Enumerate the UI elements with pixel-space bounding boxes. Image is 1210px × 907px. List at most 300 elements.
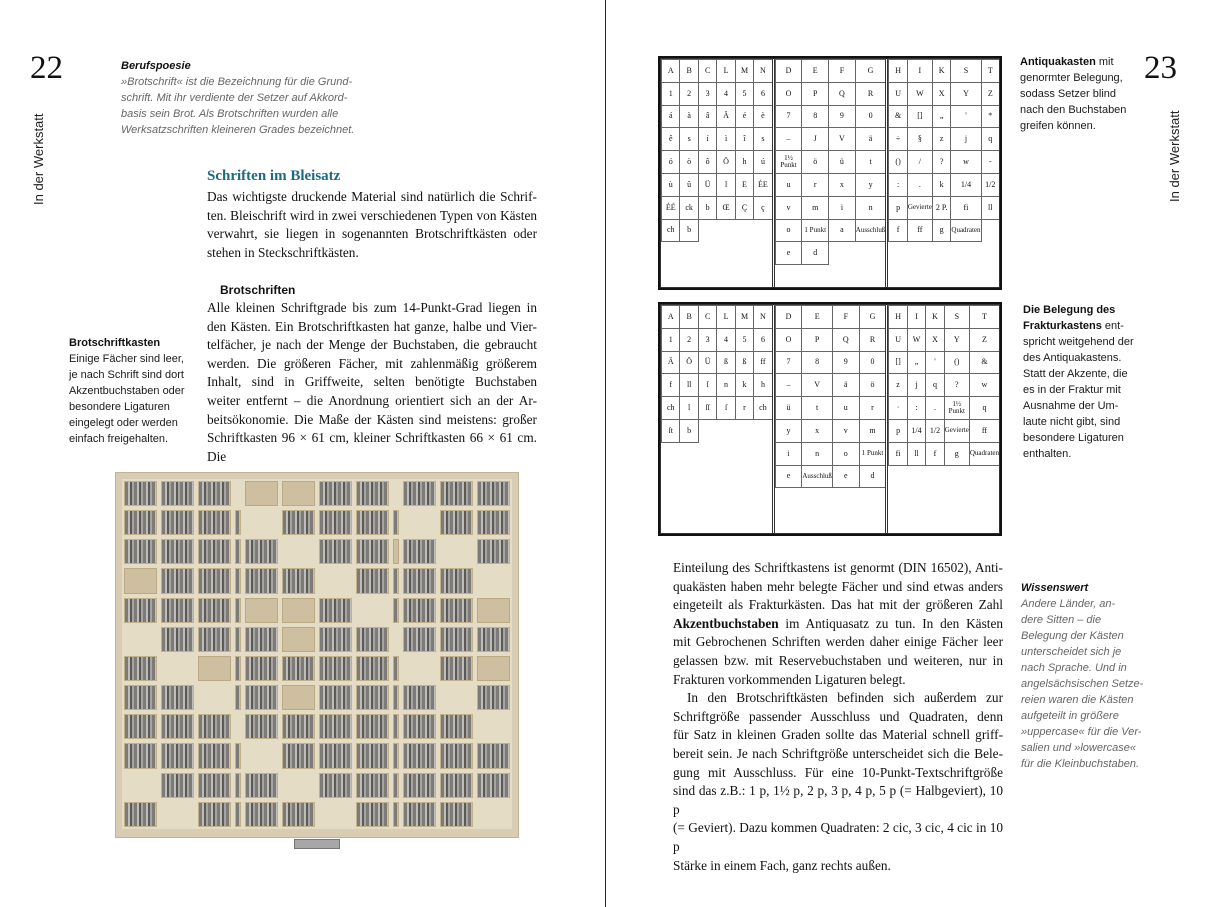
case-compartment: 9 bbox=[828, 105, 856, 129]
type-case-drawer bbox=[122, 479, 512, 829]
drawer-compartment bbox=[440, 481, 473, 506]
case-compartment: q bbox=[981, 127, 1000, 151]
case-compartment: - bbox=[981, 150, 1000, 174]
case-compartment: * bbox=[981, 105, 1000, 129]
case-compartment: ll bbox=[679, 373, 698, 397]
case-compartment: q bbox=[925, 373, 944, 397]
case-compartment: ÉE bbox=[753, 173, 772, 197]
running-head-right: In der Werkstatt bbox=[1167, 110, 1182, 202]
drawer-compartment bbox=[403, 714, 436, 739]
case-compartment: k bbox=[932, 173, 951, 197]
body-paragraph-right bbox=[673, 559, 1003, 875]
sidebar-title: Berufspoesie bbox=[121, 60, 191, 72]
drawer-compartment bbox=[356, 598, 389, 623]
sidebar-title: Wissenswert bbox=[1021, 582, 1089, 594]
case-compartment: F bbox=[832, 305, 860, 329]
drawer-compartment bbox=[319, 539, 352, 564]
case-compartment: Ü bbox=[698, 351, 717, 375]
case-compartment: w bbox=[969, 373, 1000, 397]
case-compartment: f bbox=[925, 442, 944, 466]
case-compartment: T bbox=[969, 305, 1000, 329]
case-compartment: ff bbox=[969, 419, 1000, 443]
drawer-compartment bbox=[393, 656, 399, 681]
text-line: den Kästen. Ein Brotschriftkasten hat ganze, halbe und Vier- bbox=[207, 318, 537, 334]
caption-line: besondere Ligaturen bbox=[1023, 432, 1124, 444]
fraktur-case-block-middle bbox=[775, 305, 886, 533]
case-compartment: g bbox=[944, 442, 970, 466]
case-compartment: fi bbox=[888, 442, 907, 466]
case-compartment: 1½ Punkt bbox=[775, 150, 803, 174]
drawer-compartment bbox=[356, 743, 389, 768]
sidebar-line: Belegung der Kästen bbox=[1021, 630, 1124, 642]
drawer-compartment bbox=[319, 773, 352, 798]
case-compartment: l bbox=[679, 396, 698, 420]
case-compartment: ù bbox=[661, 173, 680, 197]
case-compartment: ſ bbox=[698, 373, 717, 397]
drawer-compartment bbox=[161, 627, 194, 652]
case-compartment: l bbox=[716, 173, 735, 197]
text-line: Einteilung des Schriftkastens ist genormt (DIN 16502), Anti- bbox=[673, 560, 1003, 575]
drawer-compartment bbox=[319, 656, 352, 681]
drawer-compartment bbox=[245, 481, 278, 506]
case-compartment: e bbox=[775, 465, 803, 489]
sidebar-line: basis sein Brot. Als Brotschriften wurden alle bbox=[121, 108, 339, 120]
caption-line: laute nicht gibt, sind bbox=[1023, 416, 1121, 428]
case-compartment: 8 bbox=[801, 351, 833, 375]
case-compartment: M bbox=[735, 59, 754, 83]
drawer-compartment bbox=[161, 656, 194, 681]
text-line: (= Geviert). Dazu kommen Quadraten: 2 cic, 3 cic, 4 cic in 10 p bbox=[673, 820, 1003, 854]
sidebar-wissenswert bbox=[1021, 580, 1161, 772]
sidebar-line: angelsächsischen Setze- bbox=[1021, 678, 1144, 690]
drawer-compartment bbox=[235, 685, 241, 710]
case-compartment: r bbox=[801, 173, 829, 197]
case-compartment: Quadraten bbox=[969, 442, 1000, 466]
case-compartment: è bbox=[753, 105, 772, 129]
text-line: telfächer, je nach der Menge der Buchstaben, die gebraucht bbox=[207, 337, 537, 353]
drawer-compartment bbox=[235, 656, 241, 681]
drawer-compartment bbox=[198, 568, 231, 593]
antiqua-case-block-middle bbox=[775, 59, 886, 287]
case-compartment: ſſ bbox=[698, 396, 717, 420]
drawer-compartment bbox=[198, 773, 231, 798]
case-compartment: M bbox=[735, 305, 754, 329]
case-compartment: Q bbox=[832, 328, 860, 352]
case-compartment: n bbox=[716, 373, 735, 397]
case-compartment: 0 bbox=[859, 351, 887, 375]
case-compartment: & bbox=[969, 351, 1000, 375]
case-compartment: S bbox=[950, 59, 981, 83]
case-compartment: [] bbox=[907, 105, 933, 129]
drawer-compartment bbox=[198, 627, 231, 652]
drawer-compartment bbox=[356, 481, 389, 506]
case-compartment: ? bbox=[932, 150, 951, 174]
drawer-compartment bbox=[282, 568, 315, 593]
text-line: gung mit Ausschluss. Für eine 10-Punkt-Textschriftgröße bbox=[673, 764, 1003, 780]
drawer-compartment bbox=[124, 481, 157, 506]
drawer-compartment bbox=[356, 510, 389, 535]
drawer-compartment bbox=[124, 802, 157, 827]
sidebar-line: schrift. Mit ihr verdiente der Setzer auf Akkord- bbox=[121, 92, 348, 104]
sidebar-line: unterscheidet sich je bbox=[1021, 646, 1122, 658]
case-compartment: 7 bbox=[775, 351, 803, 375]
right-page bbox=[606, 0, 1210, 907]
caption-line: genormter Belegung, bbox=[1020, 72, 1123, 84]
case-compartment: C bbox=[698, 305, 717, 329]
case-compartment: () bbox=[888, 150, 907, 174]
case-compartment: – bbox=[775, 373, 803, 397]
case-compartment: J bbox=[801, 127, 829, 151]
case-compartment: n bbox=[855, 196, 887, 220]
caption-line: je nach Schrift sind dort bbox=[69, 369, 184, 381]
case-compartment: Ä bbox=[716, 105, 735, 129]
case-compartment: ſt bbox=[661, 419, 680, 443]
caption-line: greifen können. bbox=[1020, 120, 1096, 132]
case-compartment: m bbox=[801, 196, 829, 220]
caption-antiqua bbox=[1020, 54, 1140, 134]
case-compartment: ü bbox=[828, 150, 856, 174]
case-compartment: b bbox=[698, 196, 717, 220]
drawer-compartment bbox=[440, 714, 473, 739]
drawer-compartment bbox=[161, 743, 194, 768]
case-compartment: d bbox=[801, 241, 829, 265]
drawer-compartment bbox=[198, 743, 231, 768]
case-compartment: Ç bbox=[735, 196, 754, 220]
drawer-compartment bbox=[124, 685, 157, 710]
case-compartment: ê bbox=[661, 127, 680, 151]
case-compartment: x bbox=[801, 419, 833, 443]
case-compartment: Ö bbox=[716, 150, 735, 174]
drawer-compartment bbox=[356, 685, 389, 710]
sidebar-line: Werksatzschriften kleineren Grades bezeichnet. bbox=[121, 124, 355, 136]
drawer-compartment bbox=[161, 685, 194, 710]
case-compartment: d bbox=[859, 465, 887, 489]
case-compartment: y bbox=[855, 173, 887, 197]
case-compartment: î bbox=[735, 127, 754, 151]
page-number-left: 22 bbox=[30, 50, 63, 86]
drawer-compartment bbox=[440, 568, 473, 593]
drawer-compartment bbox=[235, 627, 241, 652]
case-compartment: . bbox=[907, 173, 933, 197]
caption-title: Frakturkastens bbox=[1023, 320, 1102, 332]
case-compartment: j bbox=[950, 127, 981, 151]
drawer-compartment bbox=[393, 802, 399, 827]
case-compartment: Q bbox=[828, 82, 856, 106]
drawer-compartment bbox=[393, 481, 399, 506]
drawer-compartment bbox=[235, 743, 241, 768]
text-line: stehen in Steckschriftkästen. bbox=[207, 244, 359, 260]
case-compartment: ì bbox=[716, 127, 735, 151]
case-compartment: t bbox=[855, 150, 887, 174]
case-compartment: é bbox=[735, 105, 754, 129]
drawer-compartment bbox=[245, 802, 278, 827]
case-compartment: A bbox=[661, 59, 680, 83]
drawer-compartment bbox=[319, 481, 352, 506]
case-compartment: V bbox=[828, 127, 856, 151]
case-compartment: R bbox=[855, 82, 887, 106]
drawer-compartment bbox=[440, 743, 473, 768]
case-compartment: ' bbox=[950, 105, 981, 129]
case-compartment: ö bbox=[801, 150, 829, 174]
case-compartment: G bbox=[859, 305, 887, 329]
case-compartment: K bbox=[932, 59, 951, 83]
drawer-compartment bbox=[403, 802, 436, 827]
case-compartment: ſ bbox=[716, 396, 735, 420]
case-compartment: ck bbox=[679, 196, 698, 220]
caption-line: Akzentbuchstaben oder bbox=[69, 385, 185, 397]
case-compartment: D bbox=[775, 305, 803, 329]
drawer-compartment bbox=[161, 773, 194, 798]
drawer-compartment bbox=[319, 743, 352, 768]
case-compartment: Ausschluß bbox=[801, 465, 833, 489]
caption-line: enthalten. bbox=[1023, 448, 1072, 460]
case-compartment: N bbox=[753, 305, 772, 329]
case-compartment: í bbox=[698, 127, 717, 151]
case-compartment: ' bbox=[925, 351, 944, 375]
drawer-compartment bbox=[477, 714, 510, 739]
drawer-compartment bbox=[477, 598, 510, 623]
drawer-compartment bbox=[245, 656, 278, 681]
case-compartment: z bbox=[932, 127, 951, 151]
caption-line: es in der Fraktur mit bbox=[1023, 384, 1121, 396]
case-compartment: i bbox=[775, 442, 803, 466]
case-compartment: a bbox=[828, 219, 856, 243]
case-compartment: Ö bbox=[679, 351, 698, 375]
case-compartment: n bbox=[801, 442, 833, 466]
case-compartment: ü bbox=[775, 396, 803, 420]
drawer-compartment bbox=[245, 685, 278, 710]
drawer-compartment bbox=[124, 714, 157, 739]
drawer-compartment bbox=[161, 802, 194, 827]
fraktur-case-diagram bbox=[658, 302, 1002, 536]
drawer-compartment bbox=[477, 568, 510, 593]
drawer-compartment bbox=[477, 773, 510, 798]
case-compartment: t bbox=[801, 396, 833, 420]
drawer-compartment bbox=[282, 743, 315, 768]
text-line: gelassen bzw. mit Reservebuchstaben und weiteren, nur in bbox=[673, 652, 1003, 668]
case-compartment: ç bbox=[753, 196, 772, 220]
drawer-compartment bbox=[124, 539, 157, 564]
case-compartment: ö bbox=[859, 373, 887, 397]
drawer-compartment bbox=[245, 627, 278, 652]
case-compartment: C bbox=[698, 59, 717, 83]
caption-line: besondere Ligaturen bbox=[69, 401, 170, 413]
caption-line: spricht weitgehend der bbox=[1023, 336, 1134, 348]
drawer-compartment bbox=[235, 773, 241, 798]
text-line: Inhalt, sind in Griffweite, selten benötigte Buchstaben bbox=[207, 374, 537, 390]
case-compartment: Y bbox=[950, 82, 981, 106]
drawer-compartment bbox=[245, 743, 278, 768]
drawer-compartment bbox=[440, 510, 473, 535]
case-compartment: e bbox=[775, 241, 803, 265]
text-line: Frakturen vorkommenden Ligaturen belegt. bbox=[673, 671, 906, 687]
case-compartment: Y bbox=[944, 328, 970, 352]
sidebar-line: für die Kleinbuchstaben. bbox=[1021, 758, 1140, 770]
drawer-compartment bbox=[282, 656, 315, 681]
type-case-photo bbox=[115, 472, 519, 838]
drawer-compartment bbox=[198, 481, 231, 506]
case-compartment: 1/2 bbox=[925, 419, 944, 443]
case-compartment: E bbox=[801, 305, 833, 329]
drawer-compartment bbox=[356, 714, 389, 739]
drawer-compartment bbox=[161, 598, 194, 623]
case-compartment: ll bbox=[981, 196, 1000, 220]
case-compartment: O bbox=[775, 82, 803, 106]
drawer-compartment bbox=[235, 598, 241, 623]
drawer-compartment bbox=[393, 773, 399, 798]
case-compartment: p bbox=[888, 419, 907, 443]
case-compartment: Ä bbox=[661, 351, 680, 375]
case-compartment: 1 bbox=[661, 328, 680, 352]
case-compartment: ch bbox=[753, 396, 772, 420]
text-line: Schriftgröße passender Ausschluss und Quadraten, denn bbox=[673, 708, 1003, 724]
drawer-compartment bbox=[245, 568, 278, 593]
case-compartment: 0 bbox=[855, 105, 887, 129]
case-compartment: „ bbox=[907, 351, 926, 375]
caption-brotschriftkasten bbox=[69, 335, 199, 447]
case-compartment: x bbox=[828, 173, 856, 197]
case-compartment: â bbox=[698, 105, 717, 129]
text-line: quakästen haben mehr belegte Fächer und sind etwas anders bbox=[673, 578, 1003, 594]
drawer-compartment bbox=[440, 539, 473, 564]
caption-line: Ausnahme der Um- bbox=[1023, 400, 1119, 412]
text-line: für Satz in kleinen Graden sollte das Material schnell griff- bbox=[673, 727, 1003, 743]
case-compartment: ff bbox=[753, 351, 772, 375]
text-line: mit Gebrochenen Schriften werden daher einige Fächer leer bbox=[673, 634, 1003, 650]
caption-line: Einige Fächer sind leer, bbox=[69, 353, 184, 365]
case-compartment: Z bbox=[969, 328, 1000, 352]
text-line: weiter entfernt – die Anordnung orientiert sich an der Ar- bbox=[207, 392, 537, 408]
caption-line: eingelegt oder werden bbox=[69, 417, 178, 429]
drawer-compartment bbox=[403, 627, 436, 652]
drawer-compartment bbox=[245, 714, 278, 739]
drawer-compartment bbox=[477, 539, 510, 564]
case-compartment: o bbox=[775, 219, 803, 243]
drawer-compartment bbox=[198, 539, 231, 564]
case-compartment: q bbox=[969, 396, 1000, 420]
case-compartment: ? bbox=[944, 373, 970, 397]
text-line: beitsökonomie. Die Maße der Kästen sind meistens: großer bbox=[207, 411, 537, 427]
drawer-compartment bbox=[477, 481, 510, 506]
case-compartment: V bbox=[801, 373, 833, 397]
caption-title: Antiquakasten bbox=[1020, 56, 1096, 68]
drawer-compartment bbox=[282, 598, 315, 623]
sidebar-line: Andere Länder, an- bbox=[1021, 598, 1116, 610]
drawer-compartment bbox=[477, 627, 510, 652]
case-compartment: [] bbox=[888, 351, 907, 375]
drawer-compartment bbox=[393, 510, 399, 535]
case-compartment: – bbox=[775, 127, 803, 151]
drawer-compartment bbox=[393, 627, 399, 652]
case-compartment: j bbox=[907, 373, 926, 397]
case-compartment: B bbox=[679, 59, 698, 83]
drawer-compartment bbox=[356, 627, 389, 652]
text-line: im Antiquasatz zu tun. In den Kästen bbox=[778, 615, 1003, 631]
case-compartment: 2 bbox=[679, 82, 698, 106]
subheading-brotschriften: Brotschriften bbox=[220, 283, 296, 297]
case-compartment: v bbox=[775, 196, 803, 220]
case-compartment: ò bbox=[679, 150, 698, 174]
case-compartment: § bbox=[907, 127, 933, 151]
drawer-compartment bbox=[477, 510, 510, 535]
case-compartment: b bbox=[679, 219, 698, 243]
drawer-compartment bbox=[198, 598, 231, 623]
text-line: sind das z.B.: 1 p, 1½ p, 2 p, 3 p, 4 p, 5 p (= Halbgeviert), 10 p bbox=[673, 783, 1003, 817]
sidebar-berufspoesie bbox=[121, 58, 381, 138]
drawer-compartment bbox=[282, 685, 315, 710]
drawer-compartment bbox=[245, 539, 278, 564]
case-compartment: p bbox=[888, 196, 907, 220]
case-compartment: Ausschluß bbox=[855, 219, 887, 243]
case-compartment: á bbox=[661, 105, 680, 129]
case-compartment: G bbox=[855, 59, 887, 83]
text-line: Schriftkasten 96 × 61 cm, kleiner Schriftkasten 66 × 61 cm. Die bbox=[207, 430, 537, 464]
case-compartment: X bbox=[925, 328, 944, 352]
case-compartment: H bbox=[888, 305, 907, 329]
case-compartment: fi bbox=[950, 196, 981, 220]
drawer-compartment bbox=[198, 714, 231, 739]
case-compartment: k bbox=[735, 373, 754, 397]
drawer-compartment bbox=[403, 685, 436, 710]
drawer-compartment bbox=[477, 685, 510, 710]
case-compartment: U bbox=[888, 82, 907, 106]
case-compartment: I bbox=[907, 305, 926, 329]
drawer-compartment bbox=[319, 510, 352, 535]
drawer-compartment bbox=[198, 802, 231, 827]
case-compartment: E bbox=[801, 59, 829, 83]
caption-line: einfach freigehalten. bbox=[69, 433, 169, 445]
text-line: Stärke in einem Fach, ganz rechts außen. bbox=[673, 857, 891, 873]
drawer-compartment bbox=[477, 656, 510, 681]
caption-title: Die Belegung des bbox=[1023, 304, 1116, 316]
drawer-compartment bbox=[282, 510, 315, 535]
case-compartment: W bbox=[907, 328, 926, 352]
case-compartment: 9 bbox=[832, 351, 860, 375]
drawer-compartment bbox=[235, 481, 241, 506]
drawer-compartment bbox=[440, 598, 473, 623]
drawer-compartment bbox=[161, 539, 194, 564]
case-compartment: Ü bbox=[698, 173, 717, 197]
antiqua-case-block-right bbox=[888, 59, 999, 287]
text-line: verwahrt, sie liegen in sogenannten Brotschriftkästen oder bbox=[207, 226, 537, 242]
case-compartment: H bbox=[888, 59, 907, 83]
drawer-compartment bbox=[124, 598, 157, 623]
sidebar-line: dere Sitten – die bbox=[1021, 614, 1102, 626]
drawer-compartment bbox=[356, 802, 389, 827]
drawer-compartment bbox=[403, 773, 436, 798]
case-compartment: 5 bbox=[735, 328, 754, 352]
case-compartment: f bbox=[661, 373, 680, 397]
case-compartment: · bbox=[888, 396, 907, 420]
fraktur-case-block-right bbox=[888, 305, 999, 533]
fraktur-case-block-left bbox=[661, 305, 772, 533]
page-number-right: 23 bbox=[1144, 50, 1177, 86]
case-compartment: Gevierte bbox=[944, 419, 970, 443]
case-compartment: P bbox=[801, 82, 829, 106]
case-compartment: z bbox=[888, 373, 907, 397]
emphasis-term: Akzentbuchstaben bbox=[673, 615, 779, 631]
caption-line: des Antiquakastens. bbox=[1023, 352, 1122, 364]
drawer-compartment bbox=[282, 481, 315, 506]
case-compartment: ch bbox=[661, 219, 680, 243]
case-compartment: K bbox=[925, 305, 944, 329]
drawer-compartment bbox=[282, 714, 315, 739]
drawer-compartment bbox=[245, 510, 278, 535]
case-compartment: E bbox=[735, 173, 754, 197]
case-compartment: ä bbox=[832, 373, 860, 397]
drawer-compartment bbox=[319, 802, 352, 827]
case-compartment: y bbox=[775, 419, 803, 443]
